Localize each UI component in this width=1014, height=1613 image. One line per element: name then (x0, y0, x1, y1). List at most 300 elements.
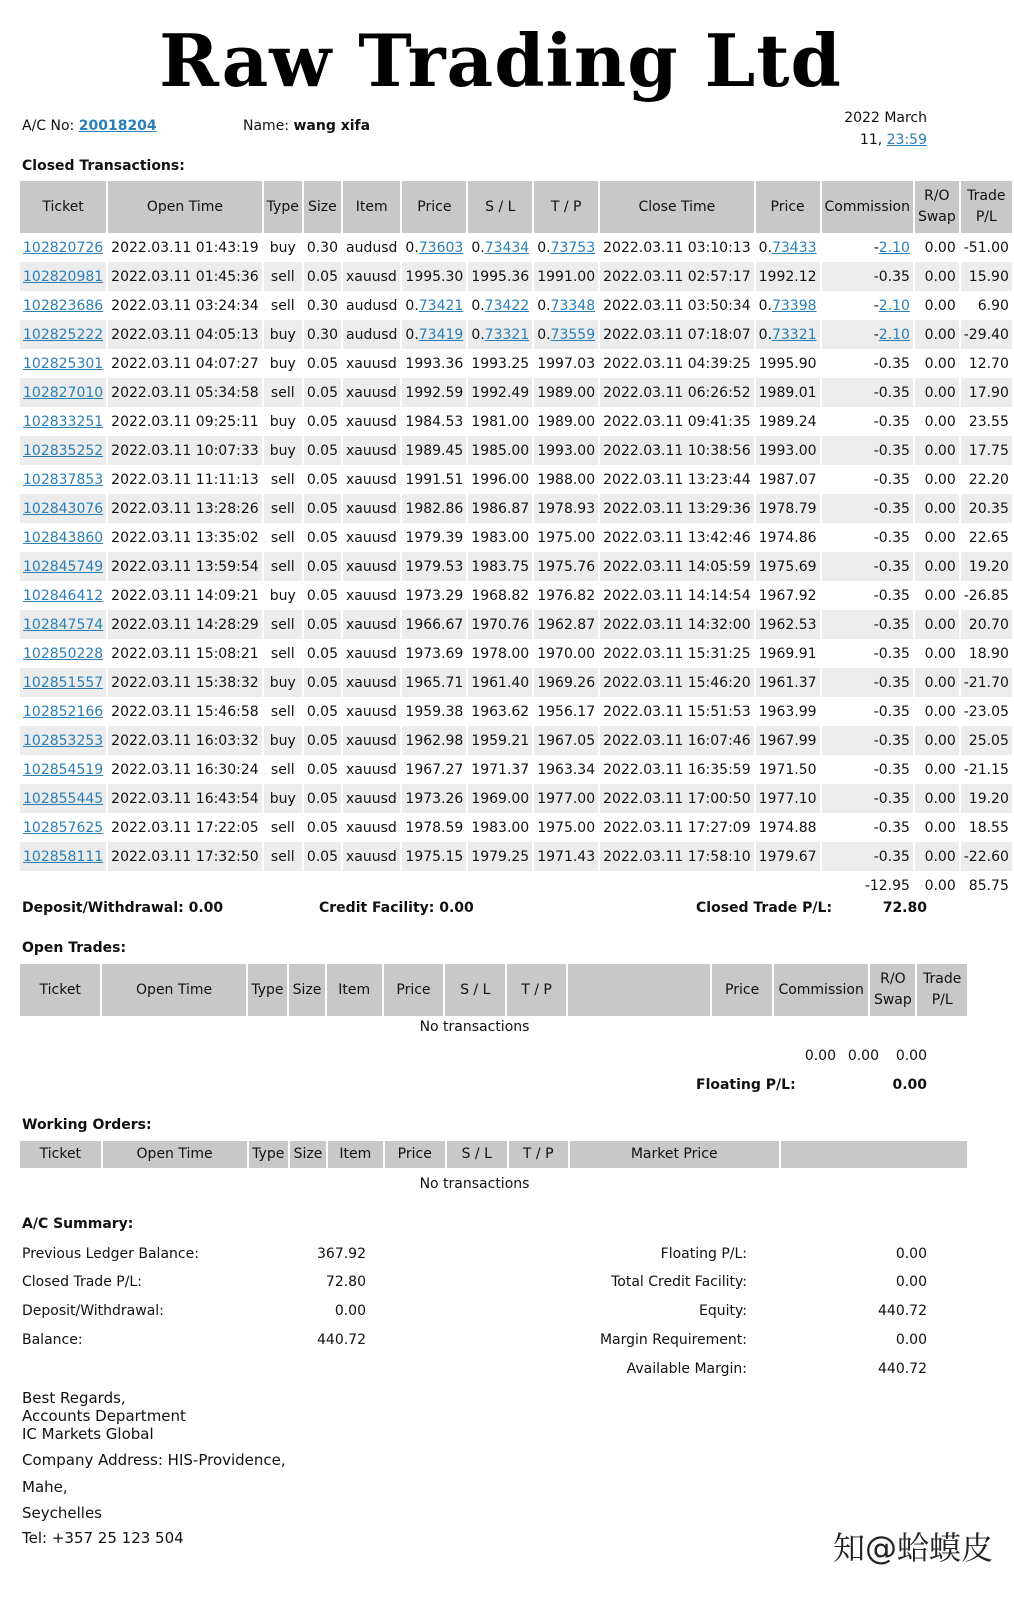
cell-col-6: 1969.00 (468, 784, 532, 813)
report-date-day: 11, (859, 132, 887, 148)
totals-empty (402, 871, 466, 900)
cell-col-12: -23.05 (963, 703, 1009, 720)
cell-col-7: 1977.00 (534, 784, 598, 813)
cell-col-2: sell (264, 378, 302, 407)
cell-col-12: 20.35 (961, 494, 1012, 523)
commission-value: -2.10 (873, 326, 910, 343)
cell-col-8: 2022.03.11 17:27:09 (603, 819, 751, 836)
closed-col-1: Open Time (108, 181, 262, 233)
cell-col-4: xauusd (343, 668, 400, 697)
cell-col-10: -0.35 (822, 378, 913, 407)
cell-col-11: 0.00 (915, 378, 959, 407)
working-orders-title: Working Orders: (22, 1117, 152, 1133)
cell-col-9 (756, 291, 820, 320)
cell-col-0 (20, 639, 106, 668)
table-row (20, 320, 1012, 349)
cell-col-1: 2022.03.11 16:30:24 (111, 761, 259, 778)
open-trades-title: Open Trades: (22, 940, 127, 956)
cell-col-6 (468, 320, 532, 349)
cell-col-7: 1991.00 (534, 262, 598, 291)
summary-right-value: 0.00 (895, 1246, 927, 1262)
cell-col-7: 1963.34 (537, 761, 596, 778)
ticket-link[interactable]: 102827010 (23, 384, 104, 401)
cell-col-10: -0.35 (822, 610, 913, 639)
cell-col-7 (534, 291, 598, 320)
cell-col-7: 1975.76 (534, 552, 598, 581)
cell-col-8: 2022.03.11 15:46:20 (600, 668, 754, 697)
floating-pl-label: Floating P/L: (696, 1077, 796, 1093)
telephone: Tel: +357 25 123 504 (22, 1529, 184, 1547)
price-value: 0.73603 (405, 239, 464, 256)
closed-transactions-table (18, 181, 1014, 900)
ticket-link[interactable]: 102843860 (23, 529, 104, 546)
cell-col-0 (20, 668, 106, 697)
cell-col-4: xauusd (343, 784, 400, 813)
cell-col-11: 0.00 (915, 494, 959, 523)
cell-col-11: 0.00 (924, 529, 956, 546)
summary-right-label: Margin Requirement: (599, 1332, 747, 1348)
open-no-transactions: No transactions (419, 1019, 530, 1035)
cell-col-5: 1973.26 (402, 784, 466, 813)
cell-col-3: 0.05 (304, 262, 341, 291)
cell-col-1: 2022.03.11 16:03:32 (108, 726, 262, 755)
open-col-8 (568, 964, 710, 1016)
cell-col-11: 0.00 (915, 436, 959, 465)
cell-col-4: xauusd (343, 262, 400, 291)
cell-col-11: 0.00 (915, 320, 959, 349)
cell-col-7: 1988.00 (537, 471, 596, 488)
cell-col-1: 2022.03.11 01:45:36 (108, 262, 262, 291)
cell-col-0 (20, 291, 106, 320)
cell-col-0 (20, 494, 106, 523)
cell-col-6: 1981.00 (471, 413, 530, 430)
cell-col-5: 1991.51 (405, 471, 464, 488)
working-col-1: Open Time (103, 1141, 247, 1168)
table-row (20, 842, 1012, 871)
ticket-link[interactable]: 102855445 (23, 790, 104, 807)
summary-left-label: Previous Ledger Balance: (22, 1246, 199, 1262)
total-commission: -12.95 (864, 877, 910, 894)
cell-col-11: 0.00 (924, 355, 956, 372)
report-time-link[interactable]: 23:59 (886, 132, 927, 148)
report-date (844, 107, 927, 151)
cell-col-6: 1978.00 (471, 645, 530, 662)
cell-col-0 (20, 436, 106, 465)
cell-col-8: 2022.03.11 13:42:46 (603, 529, 751, 546)
cell-col-2: buy (264, 726, 302, 755)
closed-col-2: Type (264, 181, 302, 233)
cell-col-11: 0.00 (915, 552, 959, 581)
company-text: IC Markets Global (22, 1425, 154, 1443)
floating-pl-value: 0.00 (892, 1077, 927, 1093)
cell-col-6: 1986.87 (468, 494, 532, 523)
cell-col-12: 19.20 (961, 784, 1012, 813)
cell-col-3: 0.05 (304, 552, 341, 581)
closed-header-row (20, 181, 1012, 233)
cell-col-8: 2022.03.11 14:32:00 (600, 610, 754, 639)
cell-col-3: 0.05 (304, 494, 341, 523)
totals-empty (756, 871, 820, 900)
cell-col-9: 1989.01 (756, 378, 820, 407)
cell-col-10 (822, 233, 913, 262)
cell-col-7: 1989.00 (534, 378, 598, 407)
cell-col-4: xauusd (346, 413, 397, 430)
cell-col-1: 2022.03.11 17:22:05 (111, 819, 259, 836)
cell-col-9: 1995.90 (758, 355, 817, 372)
open-trades-table (18, 964, 969, 1016)
closed-col-4: Item (343, 181, 400, 233)
cell-col-6: 1963.62 (471, 703, 530, 720)
cell-col-6: 1961.40 (468, 668, 532, 697)
cell-col-7: 1975.00 (537, 819, 596, 836)
cell-col-3: 0.05 (306, 645, 338, 662)
cell-col-10: -0.35 (822, 552, 913, 581)
working-col-5: Price (385, 1141, 445, 1168)
cell-col-12: 17.90 (961, 378, 1012, 407)
closed-col-3: Size (304, 181, 341, 233)
cell-col-11: 0.00 (924, 413, 956, 430)
cell-col-5 (402, 291, 466, 320)
summary-left-value: 440.72 (317, 1332, 366, 1348)
cell-col-1: 2022.03.11 04:05:13 (108, 320, 262, 349)
cell-col-0 (20, 842, 106, 871)
cell-col-2: buy (269, 587, 296, 604)
cell-col-2: buy (269, 413, 296, 430)
table-row (20, 349, 1012, 378)
cell-col-8: 2022.03.11 06:26:52 (600, 378, 754, 407)
closed-transactions-title: Closed Transactions: (22, 158, 185, 174)
cell-col-12: -29.40 (961, 320, 1012, 349)
cell-col-6: 1959.21 (468, 726, 532, 755)
cell-col-7: 1971.43 (534, 842, 598, 871)
table-row (20, 581, 1012, 610)
cell-col-2: sell (270, 645, 295, 662)
cell-col-5: 1973.69 (405, 645, 464, 662)
cell-col-6: 1971.37 (471, 761, 530, 778)
cell-col-0 (20, 523, 106, 552)
cell-col-5: 1962.98 (402, 726, 466, 755)
cell-col-12: 18.55 (968, 819, 1009, 836)
open-col-1: Open Time (102, 964, 245, 1016)
ticket-link[interactable]: 102847574 (23, 616, 104, 633)
ticket-link[interactable]: 102825222 (23, 326, 104, 343)
open-col-10: Commission (774, 964, 868, 1016)
cell-col-9: 1979.67 (756, 842, 820, 871)
table-row (20, 755, 1012, 784)
open-col-3: Size (289, 964, 325, 1016)
cell-col-8: 2022.03.11 13:23:44 (603, 471, 751, 488)
cell-col-9: 1962.53 (756, 610, 820, 639)
cell-col-3: 0.05 (304, 668, 341, 697)
cell-col-9: 1992.12 (756, 262, 820, 291)
cell-col-1: 2022.03.11 10:07:33 (108, 436, 262, 465)
cell-col-0 (20, 378, 106, 407)
table-row (20, 233, 1012, 262)
cell-col-4: xauusd (343, 378, 400, 407)
summary-left-value: 367.92 (317, 1246, 366, 1262)
cell-col-2: buy (264, 320, 302, 349)
summary-right-value: 440.72 (878, 1303, 927, 1319)
working-orders-table (18, 1141, 969, 1168)
account-number-link[interactable]: 20018204 (78, 118, 157, 134)
cell-col-8: 2022.03.11 07:18:07 (600, 320, 754, 349)
cell-col-1: 2022.03.11 15:08:21 (111, 645, 259, 662)
cell-col-7: 1956.17 (537, 703, 596, 720)
cell-col-1: 2022.03.11 03:24:34 (111, 297, 259, 314)
cell-col-12: 22.20 (968, 471, 1009, 488)
summary-title: A/C Summary: (22, 1216, 134, 1232)
ticket-link[interactable]: 102833251 (23, 413, 104, 430)
cell-col-4: xauusd (343, 436, 400, 465)
cell-col-5: 1975.15 (402, 842, 466, 871)
cell-col-9: 1987.07 (758, 471, 817, 488)
ticket-link[interactable]: 102857625 (23, 819, 104, 836)
ticket-link[interactable]: 102853253 (23, 732, 104, 749)
cell-col-7: 1975.00 (537, 529, 596, 546)
closed-col-7: T / P (534, 181, 598, 233)
ticket-link[interactable]: 102843076 (23, 500, 104, 517)
cell-col-2: buy (264, 436, 302, 465)
cell-col-10: -0.35 (873, 645, 910, 662)
cell-col-12: 19.20 (961, 552, 1012, 581)
cell-col-5: 1995.30 (402, 262, 466, 291)
table-row (20, 726, 1012, 755)
open-col-11: R/O Swap (870, 964, 915, 1016)
cell-col-11: 0.00 (915, 668, 959, 697)
cell-col-9: 1961.37 (756, 668, 820, 697)
closed-col-9: Price (756, 181, 820, 233)
cell-col-3: 0.30 (306, 239, 338, 256)
cell-col-12: 6.90 (977, 297, 1009, 314)
cell-col-10: -0.35 (822, 668, 913, 697)
open-col-4: Item (327, 964, 382, 1016)
closed-col-8: Close Time (600, 181, 754, 233)
cell-col-2: sell (264, 262, 302, 291)
working-col-3: Size (290, 1141, 326, 1168)
cell-col-9: 1974.86 (758, 529, 817, 546)
cell-col-5 (402, 320, 466, 349)
working-col-7: T / P (509, 1141, 568, 1168)
cell-col-4: xauusd (346, 471, 397, 488)
ticket-link[interactable]: 102850228 (23, 645, 104, 662)
cell-col-9 (756, 320, 820, 349)
cell-col-3: 0.30 (306, 297, 338, 314)
cell-col-3: 0.05 (306, 471, 338, 488)
price-value: 0.73421 (405, 297, 464, 314)
address-line-1: Company Address: HIS-Providence, (22, 1451, 286, 1469)
table-row (20, 291, 1012, 320)
open-header-row (20, 964, 967, 1016)
cell-col-1: 2022.03.11 16:43:54 (108, 784, 262, 813)
cell-col-5: 1979.53 (402, 552, 466, 581)
open-col-6: S / L (445, 964, 505, 1016)
cell-col-1: 2022.03.11 14:09:21 (111, 587, 259, 604)
cell-col-11: 0.00 (924, 471, 956, 488)
cell-col-2: sell (264, 552, 302, 581)
cell-col-0 (20, 755, 106, 784)
name-info (243, 118, 370, 134)
working-col-8: Market Price (570, 1141, 779, 1168)
cell-col-5: 1978.59 (405, 819, 464, 836)
table-row (20, 668, 1012, 697)
ticket-link[interactable]: 102851557 (23, 674, 104, 691)
cell-col-4: audusd (343, 320, 400, 349)
open-col-0: Ticket (20, 964, 100, 1016)
closed-col-6: S / L (468, 181, 532, 233)
ticket-link[interactable]: 102837853 (23, 471, 104, 488)
cell-col-8: 2022.03.11 02:57:17 (600, 262, 754, 291)
cell-col-6: 1995.36 (468, 262, 532, 291)
cell-col-2: buy (269, 239, 296, 256)
cell-col-4: xauusd (343, 726, 400, 755)
table-row (20, 610, 1012, 639)
cell-col-7 (534, 320, 598, 349)
ticket-link[interactable]: 102846412 (23, 587, 104, 604)
totals-row (20, 871, 1012, 900)
ticket-link[interactable]: 102854519 (23, 761, 104, 778)
address-line-2: Mahe, (22, 1478, 68, 1496)
cell-col-6 (468, 291, 532, 320)
cell-col-12: 18.90 (968, 645, 1009, 662)
summary-left-value: 72.80 (325, 1274, 366, 1290)
cell-col-5: 1965.71 (402, 668, 466, 697)
cell-col-6: 1970.76 (468, 610, 532, 639)
cell-col-9: 1974.88 (758, 819, 817, 836)
cell-col-7: 1967.05 (534, 726, 598, 755)
cell-col-2: sell (264, 494, 302, 523)
table-row (20, 465, 1012, 494)
ticket-link[interactable]: 102852166 (23, 703, 104, 720)
cell-col-9: 1993.00 (756, 436, 820, 465)
total-pl: 85.75 (968, 877, 1009, 894)
department-text: Accounts Department (22, 1407, 186, 1425)
cell-col-1: 2022.03.11 15:38:32 (108, 668, 262, 697)
deposit-withdrawal-summary: Deposit/Withdrawal: 0.00 (22, 900, 224, 916)
cell-col-3: 0.05 (306, 819, 338, 836)
cell-col-3: 0.05 (306, 587, 338, 604)
cell-col-2: sell (264, 842, 302, 871)
cell-col-8: 2022.03.11 10:38:56 (600, 436, 754, 465)
cell-col-5: 1992.59 (402, 378, 466, 407)
table-row (20, 523, 1012, 552)
cell-col-10: -0.35 (822, 842, 913, 871)
cell-col-10: -0.35 (873, 703, 910, 720)
cell-col-0 (20, 407, 106, 436)
cell-col-5: 1979.39 (405, 529, 464, 546)
cell-col-10: -0.35 (822, 436, 913, 465)
cell-col-3: 0.05 (304, 842, 341, 871)
ticket-link[interactable]: 102858111 (23, 848, 104, 865)
cell-col-4: xauusd (343, 610, 400, 639)
summary-left-label: Closed Trade P/L: (22, 1274, 142, 1290)
cell-col-10: -0.35 (873, 761, 910, 778)
cell-col-2: buy (269, 355, 296, 372)
cell-col-2: sell (270, 529, 295, 546)
cell-col-9: 1971.50 (758, 761, 817, 778)
cell-col-0 (20, 320, 106, 349)
cell-col-11: 0.00 (915, 784, 959, 813)
account-label: A/C No: (22, 118, 75, 134)
cell-col-2: buy (264, 668, 302, 697)
cell-col-1: 2022.03.11 17:32:50 (108, 842, 262, 871)
cell-col-0 (20, 784, 106, 813)
open-col-5: Price (384, 964, 444, 1016)
open-total-swap: 0.00 (847, 1048, 879, 1064)
cell-col-1: 2022.03.11 09:25:11 (111, 413, 259, 430)
total-swap: 0.00 (924, 877, 956, 894)
ticket-link[interactable]: 102820726 (23, 239, 104, 256)
report-date-line2 (844, 129, 927, 151)
cell-col-3: 0.05 (306, 413, 338, 430)
cell-col-11: 0.00 (924, 819, 956, 836)
cell-col-8: 2022.03.11 17:00:50 (600, 784, 754, 813)
working-col-4: Item (328, 1141, 383, 1168)
ticket-link[interactable]: 102825301 (23, 355, 104, 372)
ticket-link[interactable]: 102823686 (23, 297, 104, 314)
cell-col-9: 1967.99 (756, 726, 820, 755)
table-row (20, 784, 1012, 813)
price-value: 0.73433 (758, 239, 817, 256)
cell-col-9: 1967.92 (758, 587, 817, 604)
cell-col-10: -0.35 (822, 784, 913, 813)
cell-col-3: 0.05 (304, 726, 341, 755)
open-col-9: Price (712, 964, 772, 1016)
working-no-transactions: No transactions (419, 1176, 530, 1192)
cell-col-7: 1993.00 (534, 436, 598, 465)
cell-col-11: 0.00 (924, 761, 956, 778)
cell-col-12: -51.00 (963, 239, 1009, 256)
cell-col-3: 0.05 (306, 761, 338, 778)
price-value: 0.73422 (471, 297, 530, 314)
cell-col-8: 2022.03.11 13:29:36 (600, 494, 754, 523)
working-col-6: S / L (447, 1141, 507, 1168)
price-value: 0.73321 (471, 326, 530, 343)
ticket-link[interactable]: 102820981 (23, 268, 104, 285)
ticket-link[interactable]: 102845749 (23, 558, 104, 575)
cell-col-5 (402, 233, 466, 262)
cell-col-4: audusd (346, 239, 398, 256)
cell-col-12: -22.60 (961, 842, 1012, 871)
ticket-link[interactable]: 102835252 (23, 442, 104, 459)
cell-col-1: 2022.03.11 13:59:54 (108, 552, 262, 581)
cell-col-9: 1975.69 (756, 552, 820, 581)
cell-col-7: 1978.93 (534, 494, 598, 523)
cell-col-12: 17.75 (961, 436, 1012, 465)
cell-col-4: xauusd (346, 587, 397, 604)
cell-col-0 (20, 349, 106, 378)
cell-col-9: 1963.99 (758, 703, 817, 720)
cell-col-10: -0.35 (873, 413, 910, 430)
cell-col-3: 0.05 (304, 610, 341, 639)
cell-col-9: 1969.91 (758, 645, 817, 662)
totals-empty (468, 871, 532, 900)
cell-col-1: 2022.03.11 13:28:26 (108, 494, 262, 523)
totals-empty (343, 871, 400, 900)
cell-col-11: 0.00 (915, 610, 959, 639)
cell-col-1: 2022.03.11 05:34:58 (108, 378, 262, 407)
cell-col-3: 0.05 (304, 784, 341, 813)
cell-col-8: 2022.03.11 15:51:53 (603, 703, 751, 720)
report-date-line1: 2022 March (844, 110, 927, 126)
cell-col-7: 1989.00 (537, 413, 596, 430)
commission-value: -2.10 (873, 239, 910, 256)
summary-right-label: Available Margin: (626, 1361, 747, 1377)
commission-value: -2.10 (873, 297, 910, 314)
cell-col-5: 1993.36 (405, 355, 464, 372)
cell-col-8: 2022.03.11 16:35:59 (603, 761, 751, 778)
totals-empty (20, 871, 106, 900)
cell-col-4: xauusd (346, 529, 397, 546)
